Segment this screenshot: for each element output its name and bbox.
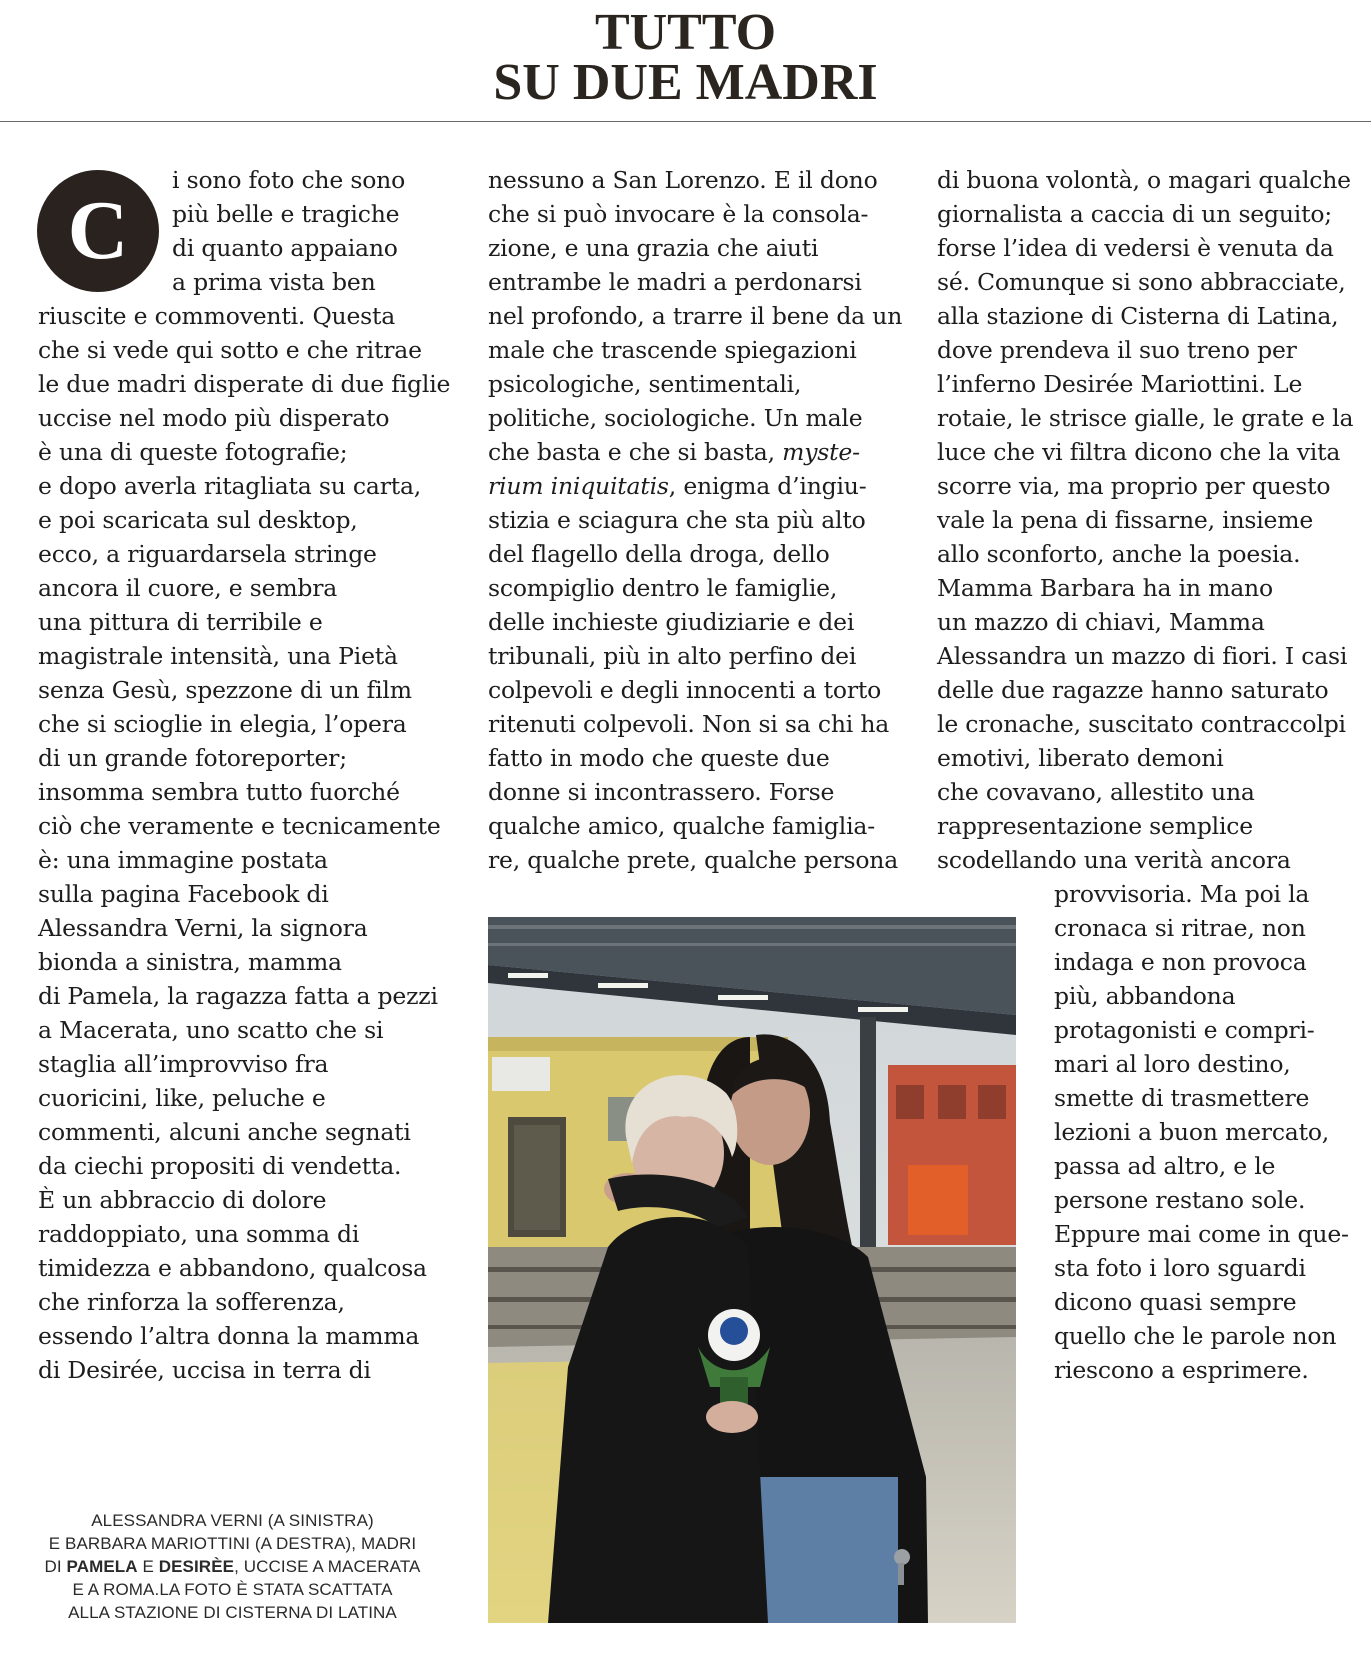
column-1-line: una pittura di terribile e (38, 608, 323, 636)
caption-name-desiree: DESIRÈE (158, 1557, 235, 1576)
column-1-line: uccise nel modo più disperato (38, 404, 390, 432)
column-1-line: riuscite e commoventi. Questa (38, 302, 396, 330)
column-3-line: che covavano, allestito una (937, 778, 1255, 806)
column-2-line: psicologiche, sentimentali, (488, 370, 802, 398)
column-2-line: qualche amico, qualche famiglia- (488, 812, 875, 840)
column-3-line: emotivi, liberato demoni (937, 744, 1224, 772)
column-2-line: che si può invocare è la consola- (488, 200, 869, 228)
column-1-line: è: una immagine postata (38, 846, 328, 874)
caption-line (30, 1555, 435, 1578)
column-3-line: protagonisti e compri- (1054, 1016, 1315, 1044)
column-2-line: tribunali, più in alto perfino dei (488, 642, 857, 670)
column-2-line: nessuno a San Lorenzo. E il dono (488, 166, 878, 194)
column-3-line: scodellando una verità ancora (937, 846, 1291, 874)
column-2-text: che basta e che si basta, (488, 438, 775, 466)
column-1-line: che si scioglie in elegia, l’opera (38, 710, 407, 738)
column-3-line: smette di trasmettere (1054, 1084, 1310, 1112)
column-3-line: dove prendeva il suo treno per (937, 336, 1297, 364)
column-2-line: stizia e sciagura che sta più alto (488, 506, 866, 534)
column-2-line: nel profondo, a trarre il bene da un (488, 302, 903, 330)
column-1-line: a prima vista ben (172, 268, 376, 296)
column-3-line: sé. Comunque si sono abbracciate, (937, 268, 1346, 296)
column-3-line: alla stazione di Cisterna di Latina, (937, 302, 1339, 330)
column-3-line: allo sconforto, anche la poesia. (937, 540, 1301, 568)
column-3-line: provvisoria. Ma poi la (1054, 880, 1310, 908)
caption-text: , UCCISE A MACERATA (234, 1557, 421, 1576)
latin-phrase-start: myste- (782, 438, 860, 466)
column-3-line: luce che vi filtra dicono che la vita (937, 438, 1341, 466)
column-3-line: cronaca si ritrae, non (1054, 914, 1306, 942)
column-1-line: ancora il cuore, e sembra (38, 574, 338, 602)
header-divider (0, 121, 1371, 122)
caption-line: ALESSANDRA VERNI (A SINISTRA) (91, 1511, 374, 1530)
column-3-line: riescono a esprimere. (1054, 1356, 1309, 1384)
column-1-line: bionda a sinistra, mamma (38, 948, 342, 976)
caption-text: DI (44, 1557, 67, 1576)
column-1-line: più belle e tragiche (172, 200, 400, 228)
column-1-line: le due madri disperate di due figlie (38, 370, 451, 398)
column-1-line: senza Gesù, spezzone di un film (38, 676, 412, 704)
column-2-line: del flagello della droga, dello (488, 540, 830, 568)
column-3-line: le cronache, suscitato contraccolpi (937, 710, 1346, 738)
column-3-line: l’inferno Desirée Mariottini. Le (937, 370, 1303, 398)
column-2-line (488, 435, 860, 469)
headline-line-2: SU DUE MADRI (493, 54, 878, 111)
photo-caption (30, 1509, 435, 1624)
column-3-line: un mazzo di chiavi, Mamma (937, 608, 1265, 636)
column-1-line: insomma sembra tutto fuorché (38, 778, 400, 806)
column-2-line: entrambe le madri a perdonarsi (488, 268, 862, 296)
column-1-line: Alessandra Verni, la signora (38, 914, 368, 942)
column-1-line: ciò che veramente e tecnicamente (38, 812, 441, 840)
latin-phrase-end: rium iniquitatis (488, 472, 669, 500)
column-3-line: Mamma Barbara ha in mano (937, 574, 1273, 602)
photo-two-mothers-station (488, 917, 1016, 1623)
column-3-line: quello che le parole non (1054, 1322, 1337, 1350)
column-1-line: staglia all’improvviso fra (38, 1050, 329, 1078)
caption-name-pamela: PAMELA (66, 1557, 138, 1576)
column-1-line: essendo l’altra donna la mamma (38, 1322, 420, 1350)
column-1-line: e poi scaricata sul desktop, (38, 506, 358, 534)
column-3-line: forse l’idea di vedersi è venuta da (937, 234, 1334, 262)
column-1-line: di Pamela, la ragazza fatta a pezzi (38, 982, 438, 1010)
drop-cap: C (37, 170, 159, 292)
column-3-line: giornalista a caccia di un seguito; (937, 200, 1333, 228)
column-1-line: di Desirée, uccisa in terra di (38, 1356, 371, 1384)
column-2-line: male che trascende spiegazioni (488, 336, 857, 364)
column-1-line: magistrale intensità, una Pietà (38, 642, 398, 670)
column-1-line: che si vede qui sotto e che ritrae (38, 336, 422, 364)
caption-text: E (137, 1557, 159, 1576)
column-1-line: che rinforza la sofferenza, (38, 1288, 345, 1316)
column-1-line: e dopo averla ritagliata su carta, (38, 472, 422, 500)
column-1-line: raddoppiato, una somma di (38, 1220, 360, 1248)
column-1-line: È un abbraccio di dolore (38, 1186, 327, 1214)
column-2-line: zione, e una grazia che aiuti (488, 234, 819, 262)
column-1-line: di quanto appaiano (172, 234, 398, 262)
caption-line: ALLA STAZIONE DI CISTERNA DI LATINA (68, 1603, 397, 1622)
column-3-line: scorre via, ma proprio per questo (937, 472, 1331, 500)
column-3-line: vale la pena di fissarne, insieme (937, 506, 1314, 534)
column-3-line: più, abbandona (1054, 982, 1236, 1010)
column-1-line: è una di queste fotografie; (38, 438, 348, 466)
caption-line: E A ROMA.LA FOTO È STATA SCATTATA (72, 1580, 393, 1599)
column-3-line: persone restano sole. (1054, 1186, 1306, 1214)
column-1-line: sulla pagina Facebook di (38, 880, 329, 908)
column-2-line (488, 469, 867, 503)
column-1-line: da ciechi propositi di vendetta. (38, 1152, 402, 1180)
column-1-line: di un grande fotoreporter; (38, 744, 347, 772)
column-2-line: fatto in modo che queste due (488, 744, 830, 772)
column-2-line: colpevoli e degli innocenti a torto (488, 676, 882, 704)
column-2-line: re, qualche prete, qualche persona (488, 846, 899, 874)
column-1-line: commenti, alcuni anche segnati (38, 1118, 411, 1146)
column-3-line: di buona volontà, o magari qualche (937, 166, 1351, 194)
column-3-line: Eppure mai come in que- (1054, 1220, 1349, 1248)
column-3-line: mari al loro destino, (1054, 1050, 1291, 1078)
column-2-line: donne si incontrassero. Forse (488, 778, 835, 806)
column-3-line: passa ad altro, e le (1054, 1152, 1276, 1180)
column-2-line: scompiglio dentro le famiglie, (488, 574, 838, 602)
column-1-line: cuoricini, like, peluche e (38, 1084, 326, 1112)
column-2-text: , enigma d’ingiu- (668, 472, 867, 500)
column-3-line: dicono quasi sempre (1054, 1288, 1297, 1316)
column-1-line: ecco, a riguardarsela stringe (38, 540, 377, 568)
caption-line: E BARBARA MARIOTTINI (A DESTRA), MADRI (48, 1534, 417, 1553)
column-1-line: a Macerata, uno scatto che si (38, 1016, 384, 1044)
column-3-line: lezioni a buon mercato, (1054, 1118, 1330, 1146)
column-3-line: indaga e non provoca (1054, 948, 1307, 976)
column-3-line: rotaie, le strisce gialle, le grate e la (937, 404, 1354, 432)
column-2-line: politiche, sociologiche. Un male (488, 404, 863, 432)
column-1-line: i sono foto che sono (172, 166, 406, 194)
headline-line-1: TUTTO (594, 4, 777, 61)
column-1-line: timidezza e abbandono, qualcosa (38, 1254, 427, 1282)
column-3-line: sta foto i loro sguardi (1054, 1254, 1306, 1282)
column-3-line: Alessandra un mazzo di fiori. I casi (937, 642, 1348, 670)
column-2-line: ritenuti colpevoli. Non si sa chi ha (488, 710, 890, 738)
column-3-line: delle due ragazze hanno saturato (937, 676, 1329, 704)
column-3-line: rappresentazione semplice (937, 812, 1253, 840)
column-2-line: delle inchieste giudiziarie e dei (488, 608, 855, 636)
